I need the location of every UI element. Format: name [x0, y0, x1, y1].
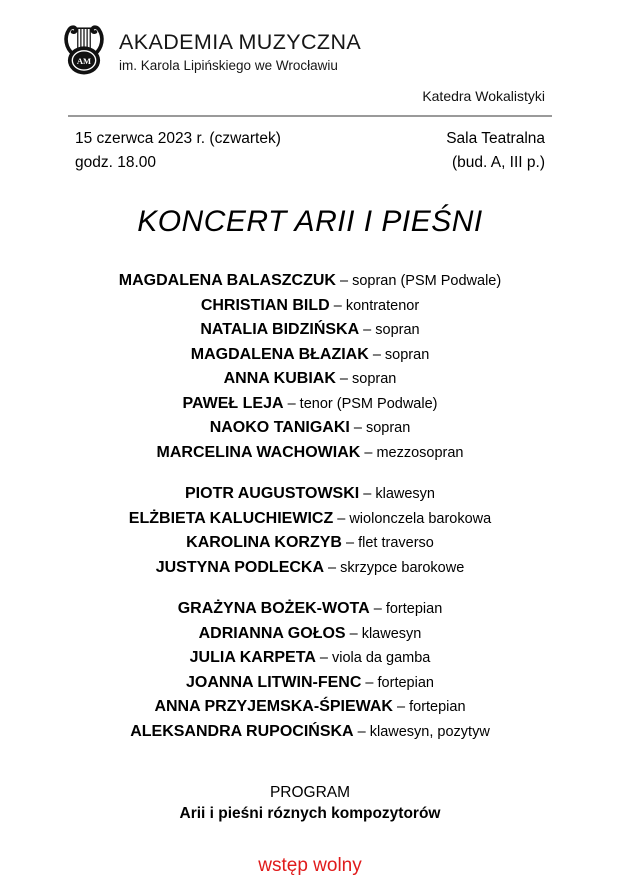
performer-name: MARCELINA WACHOWIAK: [156, 443, 361, 461]
performer-line: [75, 392, 545, 417]
performer-role: – mezzosopran: [360, 444, 464, 461]
performer-line: [75, 507, 545, 532]
performer-name: ANNA PRZYJEMSKA-ŚPIEWAK: [154, 698, 393, 715]
performer-line: [75, 671, 545, 696]
performer-line: [75, 482, 545, 507]
venue-detail: (bud. A, III p.): [451, 154, 545, 171]
program-heading: PROGRAM: [269, 784, 351, 801]
performer-role: – fortepian: [392, 699, 466, 715]
performer-line: [75, 294, 545, 319]
performer-name: NATALIA BIDZIŃSKA: [200, 321, 360, 338]
performer-name: PIOTR AUGUSTOWSKI: [185, 485, 360, 502]
performer-role: – viola da gamba: [315, 650, 431, 666]
performer-line: [75, 720, 545, 745]
performer-name: MAGDALENA BALASZCZUK: [118, 272, 336, 289]
program-section: [75, 782, 545, 824]
department-name: Katedra Wokalistyki: [422, 88, 545, 104]
performer-line: [75, 416, 545, 441]
performer-role: – fortepian: [369, 601, 443, 617]
performer-name: JULIA KARPETA: [189, 649, 316, 666]
performer-name: ADRIANNA GOŁOS: [198, 624, 346, 642]
performer-line: [75, 597, 545, 622]
performer-name: NAOKO TANIGAKI: [209, 419, 350, 436]
performer-name: ANNA KUBIAK: [223, 370, 336, 387]
performer-name: KAROLINA KORZYB: [186, 534, 342, 551]
event-date: 15 czerwca 2023 r. (czwartek): [75, 130, 281, 147]
performer-role: – sopran: [335, 371, 397, 387]
performer-name: GRAŻYNA BOŻEK-WOTA: [177, 600, 370, 617]
performer-name: CHRISTIAN BILD: [200, 296, 330, 314]
organization-name: AKADEMIA MUZYCZNA: [119, 30, 362, 54]
performer-line: [75, 441, 545, 466]
logo-monogram: AM: [76, 56, 92, 67]
performer-role: – flet traverso: [341, 535, 434, 551]
performer-name: PAWEŁ LEJA: [182, 394, 284, 412]
performer-group: [75, 269, 545, 465]
org-block: [119, 22, 361, 73]
performer-line: [75, 622, 545, 647]
performer-name: ELŻBIETA KALUCHIEWICZ: [128, 509, 334, 527]
performer-line: [75, 318, 545, 343]
header: [57, 22, 545, 76]
organization-subtitle: im. Karola Lipińskiego we Wrocławiu: [119, 57, 338, 73]
horizontal-divider: [68, 115, 552, 117]
performer-role: – sopran: [349, 420, 411, 436]
concert-title: KONCERT ARII I PIEŚNI: [137, 205, 483, 238]
performer-name: JOANNA LITWIN-FENC: [186, 673, 362, 691]
performer-role: – kontratenor: [329, 297, 420, 314]
academy-lyre-logo-icon: [57, 22, 111, 76]
venue-name: Sala Teatralna: [446, 130, 545, 147]
performer-role: – sopran: [368, 346, 430, 363]
performer-line: [75, 269, 545, 294]
performer-name: JUSTYNA PODLECKA: [155, 558, 325, 576]
performer-name: ALEKSANDRA RUPOCIŃSKA: [130, 722, 354, 740]
performer-role: – klawesyn: [359, 486, 435, 502]
performer-group: [75, 482, 545, 580]
performer-line: [75, 695, 545, 720]
performers-list: [75, 269, 545, 744]
performer-role: – klawesyn: [345, 625, 422, 642]
performer-role: – klawesyn, pozytyw: [353, 723, 490, 740]
performer-role: – fortepian: [361, 674, 434, 691]
event-info-row-2: [75, 151, 545, 175]
admission-notice: wstęp wolny: [258, 855, 362, 876]
event-time: godz. 18.00: [75, 154, 157, 171]
performer-role: – sopran: [359, 322, 420, 338]
performer-line: [75, 367, 545, 392]
performer-name: MAGDALENA BŁAZIAK: [190, 345, 369, 363]
performer-role: – wiolonczela barokowa: [333, 510, 492, 527]
performer-role: – tenor (PSM Podwale): [283, 395, 438, 412]
performer-role: – sopran (PSM Podwale): [335, 273, 502, 289]
performer-line: [75, 343, 545, 368]
performer-group: [75, 597, 545, 744]
performer-line: [75, 531, 545, 556]
performer-role: – skrzypce barokowe: [324, 559, 465, 576]
event-info-row-1: [75, 127, 545, 151]
performer-line: [75, 556, 545, 581]
performer-line: [75, 646, 545, 671]
program-description: Arii i pieśni róznych kompozytorów: [179, 805, 441, 822]
